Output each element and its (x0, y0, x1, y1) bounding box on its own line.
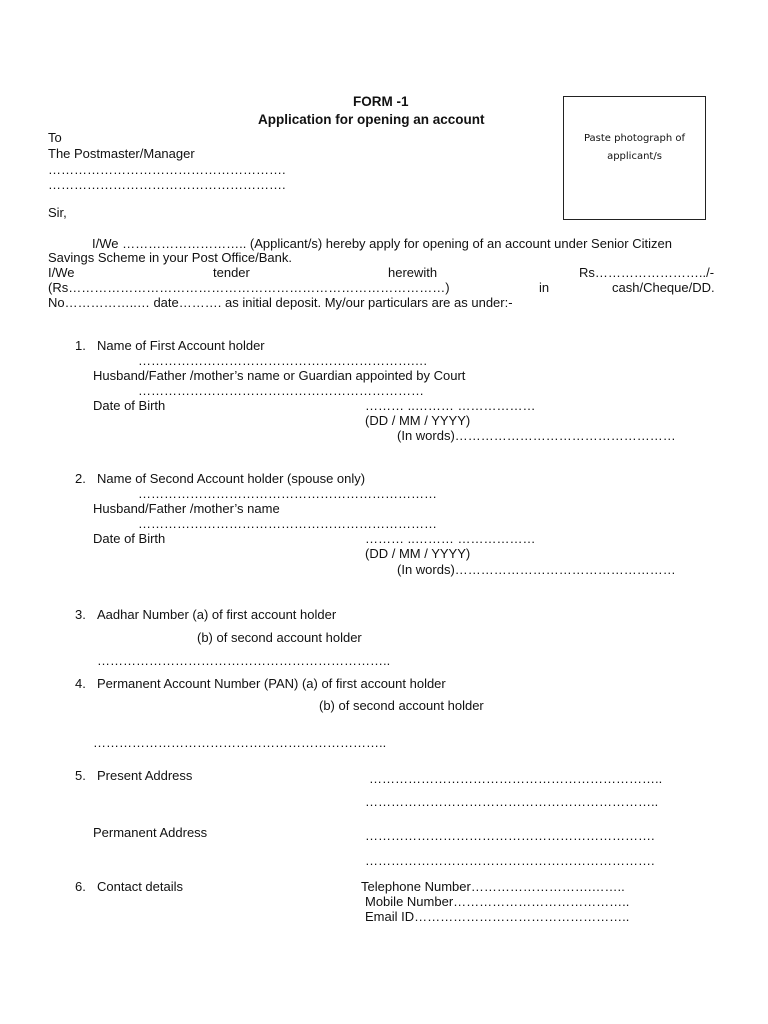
mobile-field[interactable]: Mobile Number………………………………….. (365, 894, 630, 909)
section2-name-blank[interactable]: …………………………………………………………… (138, 486, 437, 501)
section1-guardian-blank[interactable]: ………………………………………………………… (138, 383, 424, 398)
section3-number: 3. (75, 607, 86, 622)
email-field[interactable]: Email ID………………………………………….. (365, 909, 630, 924)
recipient-blank-1[interactable]: ………………………………………………. (48, 162, 286, 177)
salutation: Sir, (48, 205, 67, 220)
section4-label: Permanent Account Number (PAN) (a) of first account holder (97, 676, 446, 691)
permanent-address-label: Permanent Address (93, 825, 208, 840)
photograph-box[interactable] (563, 96, 706, 220)
section2-dob-blank[interactable]: ……… ..……… ……………… (365, 531, 536, 546)
section3-label: Aadhar Number (a) of first account holder (97, 607, 337, 622)
section1-label: Name of First Account holder (97, 338, 265, 353)
section1-dob-blank[interactable]: ……… ..……… ……………… (365, 398, 536, 413)
intro-amount-words-blank[interactable]: (Rs……………………………………………………………………………) (48, 280, 450, 295)
intro-amount-blank[interactable]: Rs……………………../- (579, 265, 715, 280)
section2-number: 2. (75, 471, 86, 486)
intro-payment-mode: cash/Cheque/DD. (612, 280, 715, 295)
section2-dob-words[interactable]: (In words)…………………………………………… (397, 562, 676, 577)
photograph-instruction-line1: Paste photograph of (583, 133, 686, 144)
intro-line-2: Savings Scheme in your Post Office/Bank. (48, 250, 292, 265)
section1-dob-label: Date of Birth (93, 398, 166, 413)
section1-dob-format: (DD / MM / YYYY) (365, 413, 471, 428)
present-address-blank-1[interactable]: ………………………………………………………….. (369, 771, 663, 786)
photograph-instruction (564, 130, 705, 166)
section4-blank[interactable]: ………………………………………………………….. (93, 735, 387, 750)
section2-dob-label: Date of Birth (93, 531, 166, 546)
intro-in: in (539, 280, 550, 295)
intro-tender: tender (213, 265, 250, 280)
section3-blank[interactable]: ………………………………………………………….. (97, 653, 391, 668)
contact-details-label: Contact details (97, 879, 183, 894)
permanent-address-blank-2[interactable]: …………………………………………………………. (365, 853, 655, 868)
section4-sub-b: (b) of second account holder (319, 698, 484, 713)
telephone-field[interactable]: Telephone Number……………………….…….. (361, 879, 625, 894)
section2-dob-format: (DD / MM / YYYY) (365, 546, 471, 561)
section3-sub-b: (b) of second account holder (197, 630, 362, 645)
section6-number: 6. (75, 879, 86, 894)
permanent-address-blank-1[interactable]: …………………………………………………………. (365, 828, 655, 843)
section2-guardian-label: Husband/Father /mother’s name (93, 501, 280, 516)
recipient-title: The Postmaster/Manager (48, 146, 195, 161)
present-address-blank-2[interactable]: ………………………………………………………….. (365, 794, 659, 809)
intro-herewith: herewith (388, 265, 438, 280)
form-number: FORM -1 (353, 94, 409, 109)
intro-line-5: No……………..… date………. as initial deposit. My/our particulars are as under:- (48, 295, 513, 310)
intro-line-1: I/We ……………………….. (Applicant/s) hereby apply for opening of an account under Senior Citizen (92, 236, 672, 251)
form-title: Application for opening an account (258, 112, 485, 127)
section1-number: 1. (75, 338, 86, 353)
section5-number: 5. (75, 768, 86, 783)
intro-iwe: I/We (48, 265, 75, 280)
photograph-instruction-line2: applicant/s (607, 151, 662, 162)
section1-guardian-label: Husband/Father /mother’s name or Guardian appointed by Court (93, 368, 466, 383)
to-label: To (48, 130, 62, 145)
section1-name-blank[interactable]: ……………………………………………………….… (138, 353, 428, 368)
section2-label: Name of Second Account holder (spouse only) (97, 471, 366, 486)
section4-number: 4. (75, 676, 86, 691)
section2-guardian-blank[interactable]: …………………………………………………………… (138, 516, 437, 531)
section1-dob-words[interactable]: (In words)…………………………………………… (397, 428, 676, 443)
recipient-blank-2[interactable]: ………………………………………………. (48, 177, 286, 192)
present-address-label: Present Address (97, 768, 193, 783)
